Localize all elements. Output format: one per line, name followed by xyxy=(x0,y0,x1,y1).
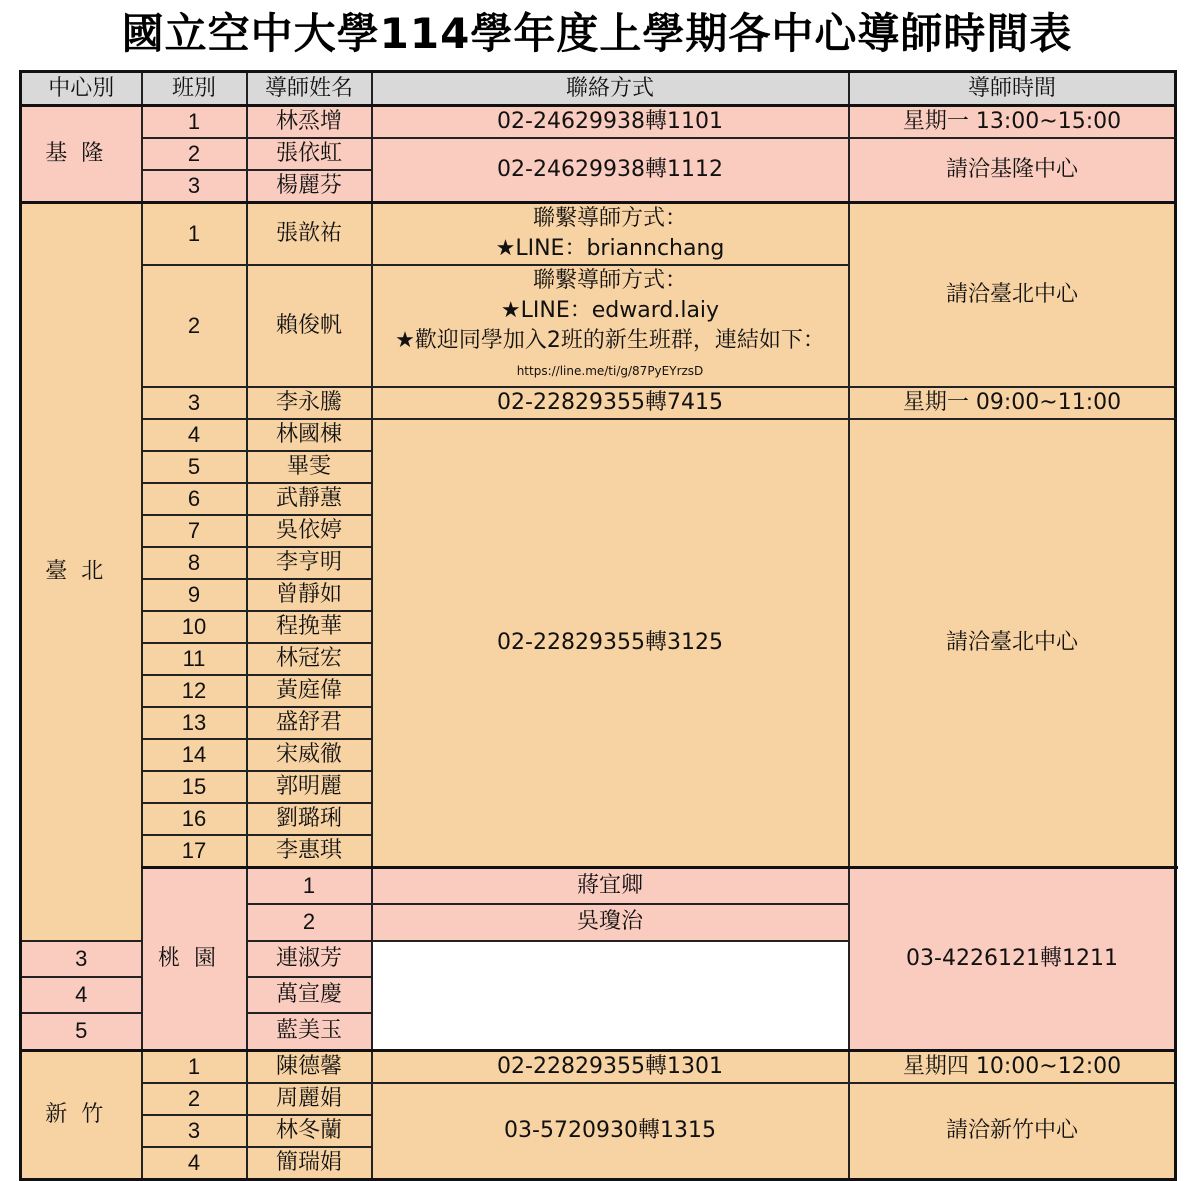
tutor-name: 林國棟 xyxy=(247,419,372,451)
center-taoyuan: 桃園 xyxy=(142,868,247,1051)
tutor-name: 張歆祐 xyxy=(247,203,372,266)
header-contact: 聯絡方式 xyxy=(372,72,849,106)
table-row xyxy=(21,1050,1176,1083)
tutor-hours: 星期一 09:00~11:00 xyxy=(849,387,1176,419)
tutor-name: 張依虹 xyxy=(247,138,372,170)
contact-note xyxy=(372,265,849,387)
class-number: 2 xyxy=(142,138,247,170)
table-row xyxy=(21,106,1176,139)
note-group-invite: ★歡迎同學加入2班的新生班群，連結如下： xyxy=(395,328,825,353)
tutor-name: 蔣宜卿 xyxy=(372,868,849,905)
tutor-name: 吳依婷 xyxy=(247,515,372,547)
contact-info: 03-4226121轉1211 xyxy=(849,868,1176,1051)
class-number: 3 xyxy=(142,387,247,419)
tutor-name: 藍美玉 xyxy=(247,1013,372,1050)
class-number: 1 xyxy=(142,106,247,139)
tutor-name: 李亨明 xyxy=(247,547,372,579)
tutor-name: 程挽華 xyxy=(247,611,372,643)
tutor-name: 陳德馨 xyxy=(247,1050,372,1083)
contact-note xyxy=(372,203,849,266)
contact-info: 03-5720930轉1315 xyxy=(372,1083,849,1180)
class-number: 1 xyxy=(142,1050,247,1083)
tutor-name: 簡瑞娟 xyxy=(247,1147,372,1180)
tutor-hours: 請洽臺北中心 xyxy=(849,419,1176,868)
class-number: 9 xyxy=(142,579,247,611)
header-center: 中心別 xyxy=(21,72,142,106)
tutor-name: 李永騰 xyxy=(247,387,372,419)
class-number: 4 xyxy=(142,1147,247,1180)
table-row xyxy=(21,1083,1176,1115)
tutor-name: 吳瓊治 xyxy=(372,904,849,940)
class-number: 8 xyxy=(142,547,247,579)
class-number: 3 xyxy=(142,1115,247,1147)
class-number: 10 xyxy=(142,611,247,643)
contact-info: 02-22829355轉3125 xyxy=(372,419,849,868)
header-tutor: 導師姓名 xyxy=(247,72,372,106)
class-number: 14 xyxy=(142,739,247,771)
tutor-schedule-table xyxy=(19,70,1177,1181)
page-title: 國立空中大學114學年度上學期各中心導師時間表 xyxy=(121,9,1073,58)
class-number: 1 xyxy=(142,203,247,266)
tutor-name: 武靜蕙 xyxy=(247,483,372,515)
class-number: 2 xyxy=(142,1083,247,1115)
table-row xyxy=(21,387,1176,419)
class-number: 11 xyxy=(142,643,247,675)
note-line-id: ★LINE：briannchang xyxy=(495,236,725,261)
table-header-row xyxy=(21,72,1176,106)
tutor-name: 宋威徹 xyxy=(247,739,372,771)
tutor-name: 曾靜如 xyxy=(247,579,372,611)
tutor-name: 萬宣慶 xyxy=(247,977,372,1013)
table-row xyxy=(21,203,1176,266)
tutor-hours: 請洽新竹中心 xyxy=(849,1083,1176,1180)
class-number: 17 xyxy=(142,835,247,868)
tutor-hours: 星期四 10:00~12:00 xyxy=(849,1050,1176,1083)
class-number: 15 xyxy=(142,771,247,803)
table-row xyxy=(21,138,1176,170)
tutor-name: 畢雯 xyxy=(247,451,372,483)
line-group-link[interactable]: https://line.me/ti/g/87PyEYrzsD xyxy=(516,364,704,378)
tutor-name: 連淑芳 xyxy=(247,941,372,977)
tutor-name: 盛舒君 xyxy=(247,707,372,739)
class-number: 12 xyxy=(142,675,247,707)
note-heading: 聯繫導師方式： xyxy=(532,206,687,231)
center-hsinchu: 新竹 xyxy=(21,1050,142,1179)
class-number: 6 xyxy=(142,483,247,515)
header-hours: 導師時間 xyxy=(849,72,1176,106)
tutor-name: 林冠宏 xyxy=(247,643,372,675)
class-number: 16 xyxy=(142,803,247,835)
contact-info: 02-24629938轉1112 xyxy=(372,138,849,203)
tutor-name: 賴俊帆 xyxy=(247,265,372,387)
class-number: 3 xyxy=(142,170,247,203)
tutor-name: 林烝增 xyxy=(247,106,372,139)
tutor-name: 李惠琪 xyxy=(247,835,372,868)
tutor-name: 林冬蘭 xyxy=(247,1115,372,1147)
center-taipei: 臺北 xyxy=(21,203,142,941)
tutor-name: 郭明麗 xyxy=(247,771,372,803)
class-number: 1 xyxy=(247,868,372,905)
contact-info: 02-22829355轉7415 xyxy=(372,387,849,419)
class-number: 5 xyxy=(142,451,247,483)
class-number: 13 xyxy=(142,707,247,739)
tutor-name: 楊麗芬 xyxy=(247,170,372,203)
note-line-id: ★LINE：edward.laiy xyxy=(500,298,720,323)
contact-info: 02-22829355轉1301 xyxy=(372,1050,849,1083)
table-row xyxy=(21,868,1176,905)
class-number: 3 xyxy=(21,941,142,977)
tutor-name: 黃庭偉 xyxy=(247,675,372,707)
tutor-hours: 請洽基隆中心 xyxy=(849,138,1176,203)
class-number: 2 xyxy=(142,265,247,387)
note-heading: 聯繫導師方式： xyxy=(532,268,687,293)
center-keelung: 基隆 xyxy=(21,106,142,203)
class-number: 5 xyxy=(21,1013,142,1050)
tutor-name: 劉璐琍 xyxy=(247,803,372,835)
tutor-hours: 星期一 13:00~15:00 xyxy=(849,106,1176,139)
table-row xyxy=(21,419,1176,451)
contact-info: 02-24629938轉1101 xyxy=(372,106,849,139)
tutor-name: 周麗娟 xyxy=(247,1083,372,1115)
class-number: 4 xyxy=(142,419,247,451)
class-number: 4 xyxy=(21,977,142,1013)
class-number: 7 xyxy=(142,515,247,547)
class-number: 2 xyxy=(247,904,372,940)
header-class: 班別 xyxy=(142,72,247,106)
tutor-hours: 請洽臺北中心 xyxy=(849,203,1176,388)
